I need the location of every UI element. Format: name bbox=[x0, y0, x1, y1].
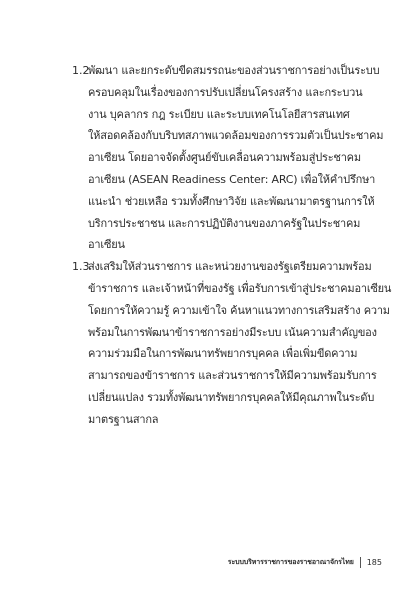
text-line: พัฒนา และยกระดับขีดสมรรถนะของส่วนราชการอย่างเป็นระบบ bbox=[88, 64, 380, 77]
text-line: อาเซียน โดยอาจจัดตั้งศูนย์ขับเคลื่อนความพร้อมสู่ประชาคม bbox=[88, 151, 361, 165]
text-line: ข้าราชการ และเจ้าหน้าที่ของรัฐ เพื่อรับการเข้าสู่ประชาคมอาเซียน bbox=[88, 281, 392, 295]
text-line: บริการประชาชน และการปฏิบัติงานของภาครัฐในประชาคม bbox=[88, 216, 361, 230]
footer-title: ระบบบริหารราชการของราชอาณาจักรไทย bbox=[227, 558, 354, 566]
page-footer bbox=[228, 557, 382, 568]
text-line: เปลี่ยนแปลง รวมทั้งพัฒนาทรัพยากรบุคคลให้มีคุณภาพในระดับ bbox=[88, 390, 375, 404]
text-line: งาน บุคลากร กฎ ระเบียบ และระบบเทคโนโลยีสารสนเทศ bbox=[88, 107, 350, 121]
text-line: แนะนำ ช่วยเหลือ รวมทั้งศึกษาวิจัย และพัฒนามาตรฐานการให้ bbox=[88, 194, 375, 208]
item-text bbox=[88, 256, 391, 430]
text-line: ความร่วมมือในการพัฒนาทรัพยากรบุคคล เพื่อเพิ่มขีดความ bbox=[88, 347, 358, 361]
text-line: พร้อมในการพัฒนาข้าราชการอย่างมีระบบ เน้นความสำคัญของ bbox=[88, 325, 377, 339]
footer-divider bbox=[360, 557, 361, 568]
item-text bbox=[88, 60, 383, 256]
numbered-list bbox=[72, 60, 392, 431]
text-line: อาเซียน bbox=[88, 238, 125, 252]
text-line: มาตรฐานสากล bbox=[88, 412, 159, 426]
text-line: สามารถของข้าราชการ และส่วนราชการให้มีความพร้อมรับการ bbox=[88, 369, 377, 383]
list-item-1-3 bbox=[72, 256, 392, 430]
text-line: อาเซียน (ASEAN Readiness Center: ARC) เพื่อให้คำปรึกษา bbox=[88, 172, 376, 186]
text-line: ให้สอดคล้องกับบริบทสภาพแวดล้อมของการรวมตัวเป็นประชาคม bbox=[88, 129, 384, 143]
item-number: 1.3 bbox=[72, 260, 90, 274]
text-line: โดยการให้ความรู้ ความเข้าใจ ค้นหาแนวทางการเสริมสร้าง ความ bbox=[88, 303, 390, 317]
text-line: ส่งเสริมให้ส่วนราชการ และหน่วยงานของรัฐเตรียมความพร้อม bbox=[88, 260, 372, 274]
page-number: 185 bbox=[366, 558, 382, 567]
item-number: 1.2 bbox=[72, 64, 90, 77]
text-line: ครอบคลุมในเรื่องของการปรับเปลี่ยนโครงสร้าง และกระบวน bbox=[88, 85, 363, 99]
list-item-1-2 bbox=[72, 60, 382, 256]
